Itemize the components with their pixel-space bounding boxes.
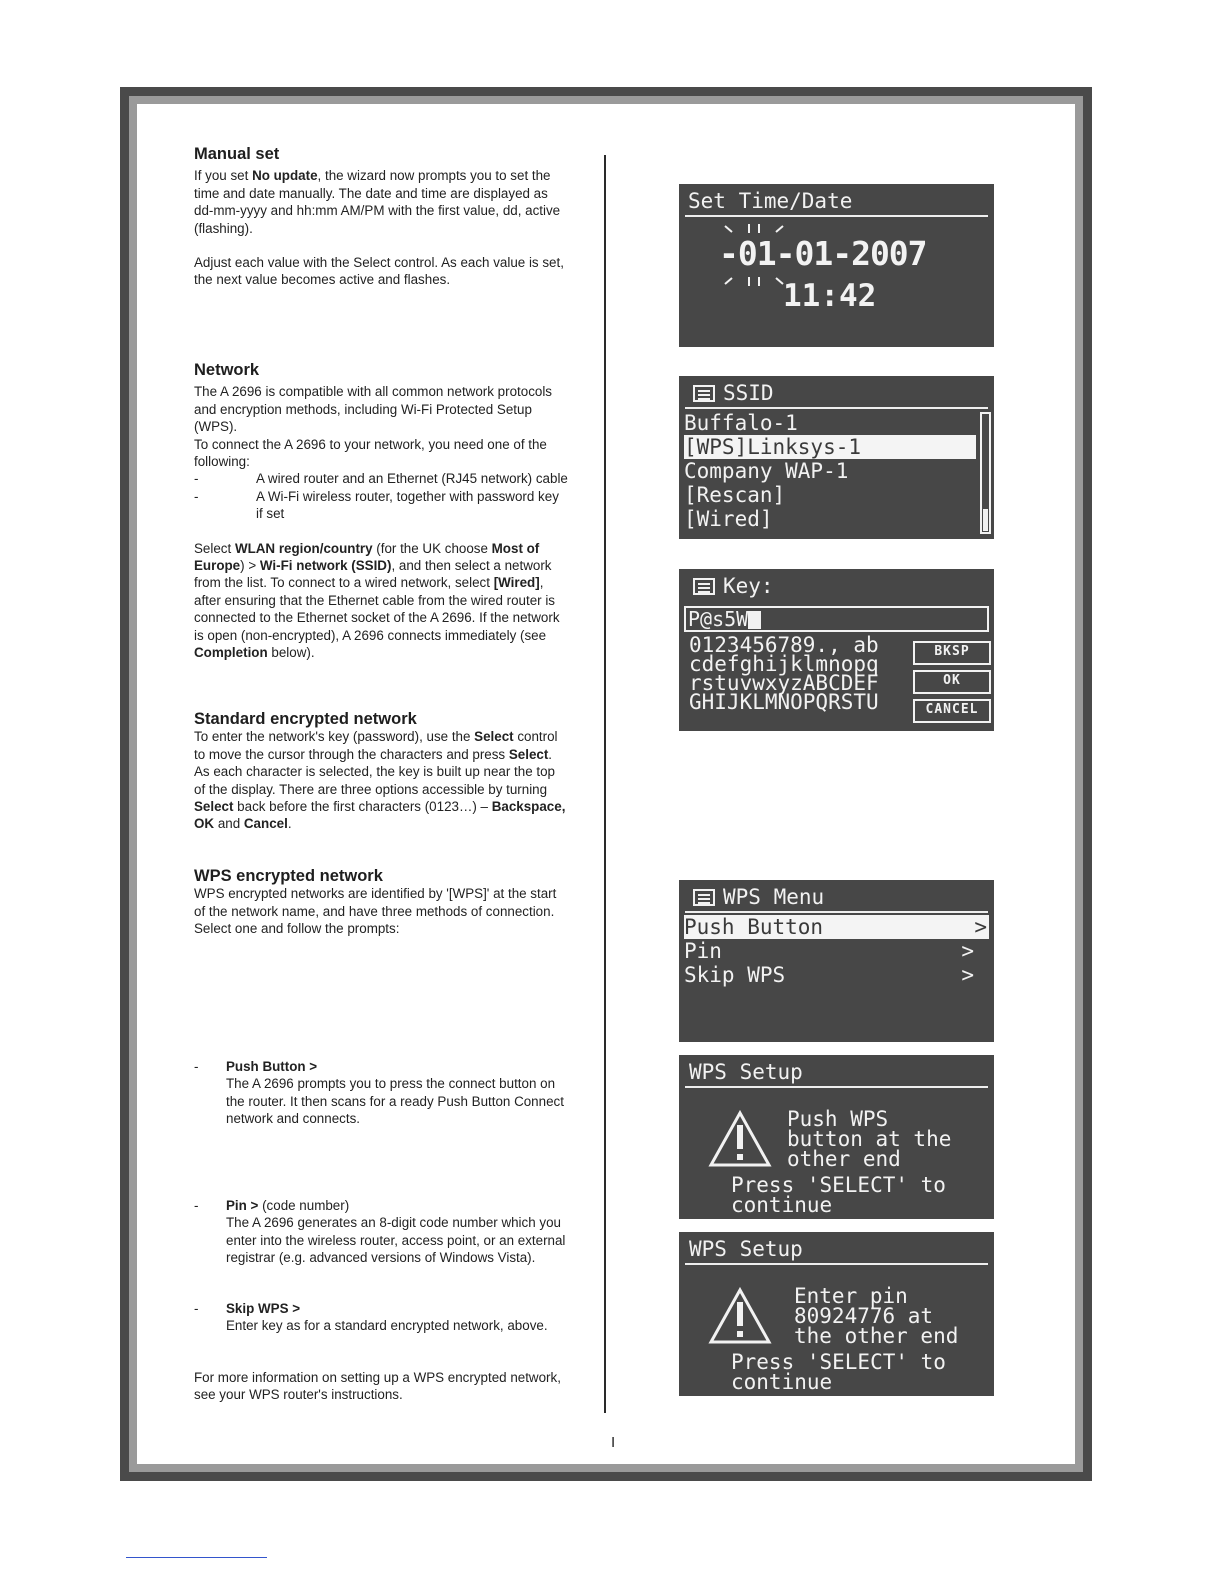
list-icon (693, 889, 715, 906)
chevron-right-icon: > (961, 939, 974, 963)
push-button-title: Push Button > (226, 1059, 318, 1074)
column-divider (604, 155, 606, 1413)
chevron-right-icon: > (961, 963, 974, 987)
list-item: - A wired router and an Ethernet (RJ45 network) cable (194, 471, 568, 487)
push-button-description: The A 2696 prompts you to press the connect button on the router. It then scans for a ready Push Button Connect network and connects. (226, 1076, 564, 1127)
backspace-button[interactable]: BKSP (913, 641, 991, 665)
lcd-title: WPS Menu (685, 884, 988, 913)
manual-set-section (194, 146, 569, 289)
wps-menu-item-selected[interactable]: Push Button > (684, 915, 987, 939)
ssid-list-item[interactable]: Buffalo-1 (684, 411, 798, 435)
list-icon (693, 385, 715, 402)
scrollbar[interactable] (980, 412, 991, 534)
standard-encrypted-heading: Standard encrypted network (194, 710, 417, 728)
manual-set-paragraph: If you set No update, the wizard now prompts you to set the time and date manually. The date and time are displayed as dd-mm-yyyy and hh:mm AM/PM with the first value, dd, active (flashing). (194, 168, 561, 236)
skip-wps-title: Skip WPS > (226, 1301, 301, 1316)
ssid-list-item-selected[interactable]: [WPS]Linksys-1 (684, 435, 976, 459)
footer-rule (126, 1557, 267, 1558)
wps-section (194, 868, 569, 938)
lcd-key-entry (679, 569, 994, 731)
ok-button[interactable]: OK (913, 670, 991, 694)
ssid-list-item[interactable]: [Wired] (684, 507, 773, 531)
scrollbar-thumb[interactable] (983, 509, 988, 531)
press-select-prompt: Press 'SELECT' to continue (731, 1350, 946, 1394)
cursor-block (748, 611, 761, 629)
press-select-prompt: Press 'SELECT' to continue (731, 1173, 946, 1217)
lcd-time-date (679, 184, 994, 347)
standard-encrypted-section (194, 711, 569, 833)
list-icon (693, 578, 715, 595)
wps-intro: WPS encrypted networks are identified by '[WPS]' at the start of the network name, and have three methods of connection. Select one and follow the prompts: (194, 886, 557, 937)
ssid-list-item[interactable]: [Rescan] (684, 483, 786, 507)
standard-encrypted-paragraph: To enter the network's key (password), use the Select control to move the cursor through the characters and press Select. As each character is selected, the key is built up near the top of the display. There are three options accessible by turning Select back before the first characters (0123…) – Backspace, OK and Cancel. (194, 729, 566, 832)
lcd-title: WPS Setup (685, 1236, 988, 1265)
ssid-list-item[interactable]: Company WAP-1 (684, 459, 849, 483)
pin-title: Pin > (226, 1198, 259, 1213)
wps-pin-message: Enter pin 80924776 at the other end (794, 1284, 959, 1348)
pin-description: The A 2696 generates an 8-digit code number which you enter into the wireless router, access point, or an external registrar (e.g. advanced versions of Windows Vista). (226, 1215, 566, 1266)
key-input-field[interactable]: P@s5W (684, 606, 989, 632)
char-row[interactable]: cdefghijklmnopq (689, 652, 879, 676)
lcd-title: SSID (685, 380, 988, 409)
warning-icon (707, 1109, 773, 1169)
chevron-right-icon: > (974, 915, 987, 939)
network-intro: The A 2696 is compatible with all common network protocols and encryption methods, including Wi-Fi Protected Setup (WPS). (194, 384, 553, 435)
character-grid[interactable] (689, 633, 879, 714)
lcd-title: WPS Setup (685, 1059, 988, 1088)
wps-push-message: Push WPS button at the other end (787, 1107, 952, 1171)
network-requirements: To connect the A 2696 to your network, you need one of the following: (194, 436, 547, 470)
lcd-wps-setup-push (679, 1055, 994, 1219)
wps-heading: WPS encrypted network (194, 867, 383, 885)
skip-wps-description: Enter key as for a standard encrypted network, above. (226, 1318, 548, 1334)
manual-set-adjust-paragraph: Adjust each value with the Select control. As each value is set, the next value becomes active and flashes. (194, 255, 564, 288)
lcd-ssid (679, 376, 994, 539)
network-select-paragraph: Select WLAN region/country (for the UK choose Most of Europe) > Wi-Fi network (SSID), and then select a network from the list. To connect to a wired network, select [Wired], after ensuring that the Ethernet cable from the wired router is connected to the Ethernet socket of the A 2696. If the network is open (non-encrypted), A 2696 connects immediately (see Completion below). (194, 540, 560, 661)
char-row[interactable]: GHIJKLMNOPQRSTU (689, 690, 879, 714)
char-row[interactable]: 0123456789., ab (689, 633, 879, 657)
list-item: - A Wi-Fi wireless router, together with password key if set (194, 488, 559, 522)
lcd-time-value: 11:42 (783, 278, 877, 314)
lcd-title: Key: (685, 573, 988, 600)
warning-icon (707, 1286, 773, 1346)
lcd-wps-setup-pin (679, 1232, 994, 1396)
wps-footer-note: For more information on setting up a WPS encrypted network, see your WPS router's instructions. (194, 1370, 561, 1403)
network-section (194, 362, 569, 662)
char-row[interactable]: rstuvwxyzABCDEF (689, 671, 879, 695)
lcd-wps-menu (679, 880, 994, 1042)
network-heading: Network (194, 361, 260, 379)
wps-menu-item[interactable]: Skip WPS > (684, 963, 974, 987)
cancel-button[interactable]: CANCEL (913, 699, 991, 723)
lcd-title: Set Time/Date (685, 188, 988, 217)
wps-option-pin: - Pin > (code number) The A 2696 generates an 8-digit code number which you enter into the wireless router, access point, or an external registrar (e.g. advanced versions of Windows Vista). (194, 1197, 569, 1267)
lcd-date-value: -01-01-2007 (719, 234, 927, 273)
manual-set-heading: Manual set (194, 145, 280, 163)
wps-menu-item[interactable]: Pin > (684, 939, 974, 963)
wps-option-skip: - Skip WPS > Enter key as for a standard encrypted network, above. (194, 1300, 569, 1335)
wps-option-push-button: - Push Button > The A 2696 prompts you to press the connect button on the router. It then scans for a ready Push Button Connect network and connects. (194, 1058, 569, 1128)
page-number: I (611, 1434, 616, 1451)
